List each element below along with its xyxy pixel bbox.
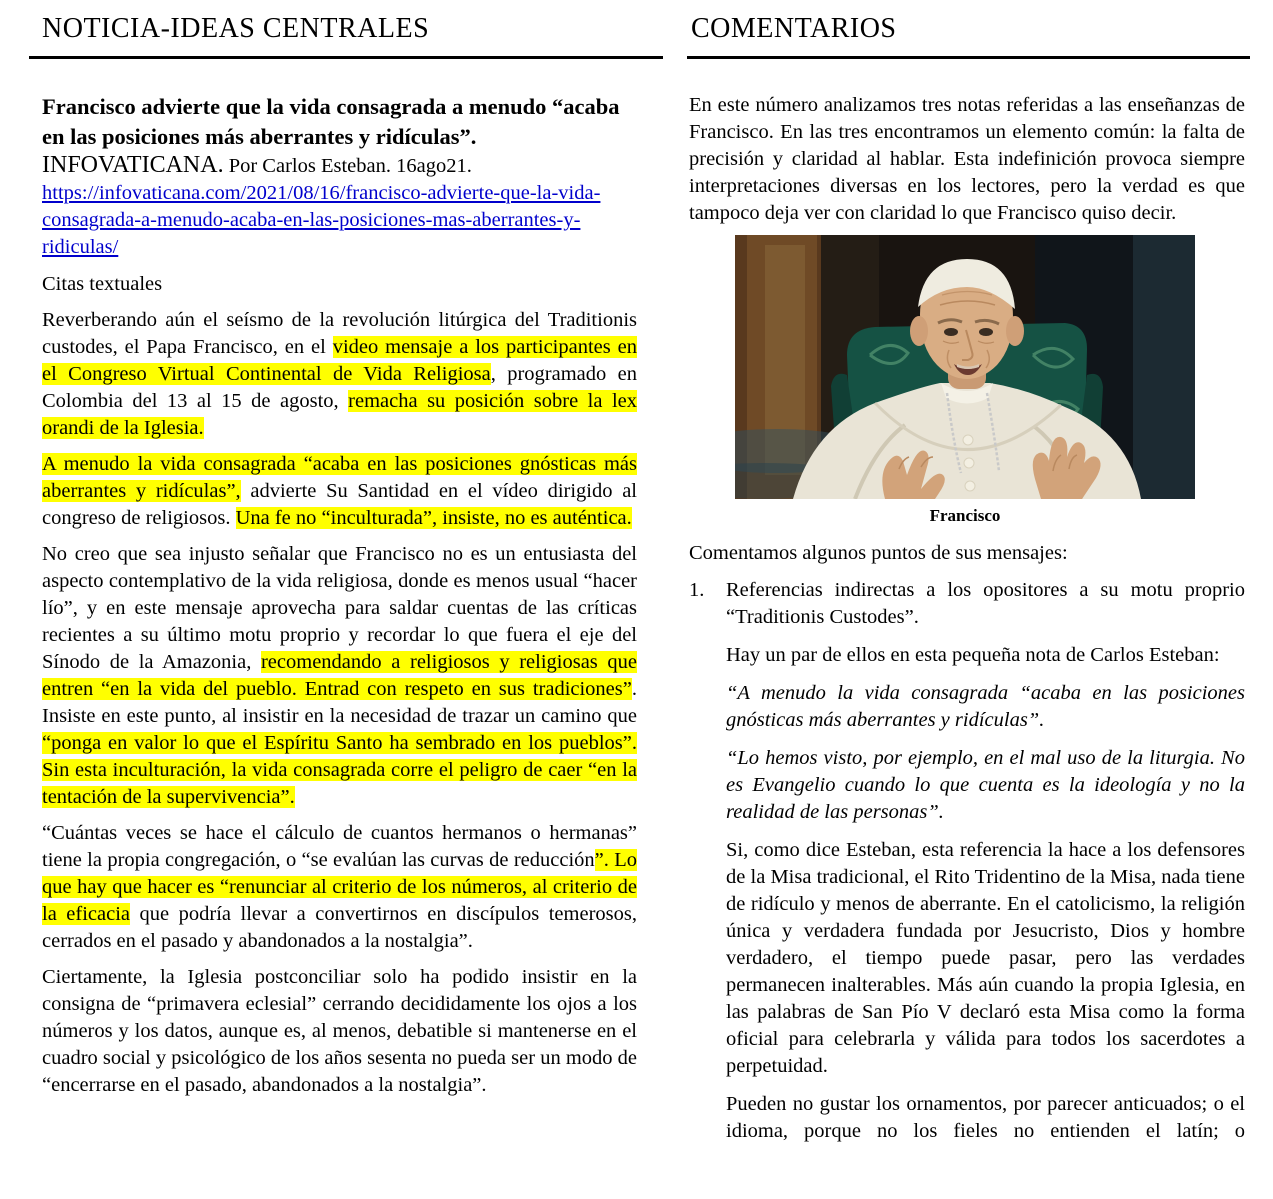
comment-paragraph: Pueden no gustar los ornamentos, por parecer anticuados; o el idioma, porque no los fieles no entienden el latín; o bbox=[726, 1093, 1245, 1142]
news-paragraph bbox=[42, 964, 637, 1099]
citas-label: Citas textuales bbox=[42, 273, 163, 295]
right-column-header bbox=[687, 12, 1250, 59]
plain-text: Ciertamente, la Iglesia postconciliar solo ha podido insistir en la consigna de “primavera eclesial” cerrando decididamente los ojos a los números y los datos, aunque es, al menos, debatible si mantenerse en el cuadro social y psicológico de los años sesenta no pueda ser un modo de “encerrarse en el pasado, abandonados a la nostalgia”. bbox=[42, 966, 637, 1096]
comment-paragraph: “A menudo la vida consagrada “acaba en las posiciones gnósticas más aberrantes y ridículas”. bbox=[726, 682, 1245, 731]
pope-photo bbox=[735, 235, 1195, 499]
left-column-header bbox=[29, 12, 663, 59]
news-paragraph bbox=[42, 541, 637, 811]
article-byline bbox=[42, 152, 637, 180]
plain-text: advierte Su Santidad en el vídeo dirigido al congreso de religiosos. bbox=[42, 480, 637, 529]
news-paragraphs bbox=[42, 307, 637, 1099]
article-author-date: Por Carlos Esteban. 16ago21. bbox=[223, 155, 472, 177]
highlighted-text: video mensaje a los participantes en el Congreso Virtual Continental de Vida Religiosa bbox=[42, 336, 637, 385]
highlighted-text: A menudo la vida consagrada “acaba en las posiciones gnósticas más aberrantes y ridículas”, bbox=[42, 453, 637, 502]
comments-intro: En este número analizamos tres notas referidas a las enseñanzas de Francisco. En las tres encontramos un elemento común: la falta de precisión y claridad al hablar. Esta indefinición provoca siempre interpretaciones diversas en los lectores, pero la verdad es que tampoco deja ver con claridad lo que Francisco quiso decir. bbox=[689, 94, 1245, 224]
plain-text: . Insiste en este punto, al insistir en la necesidad de trazar un camino que bbox=[42, 678, 637, 727]
list-item-1 bbox=[689, 577, 1245, 631]
right-column-header-label: COMENTARIOS bbox=[691, 13, 897, 44]
pope-photo-image bbox=[735, 235, 1195, 499]
highlighted-text: ”. Lo que hay que hacer es “renunciar al criterio de los números, al criterio de la eficacia bbox=[42, 849, 637, 925]
plain-text: , programado en Colombia del 13 al 15 de agosto, bbox=[42, 363, 637, 412]
photo-caption: Francisco bbox=[929, 506, 1001, 525]
list-item-text: Referencias indirectas a los opositores a su motu proprio “Traditionis Custodes”. bbox=[726, 579, 1245, 628]
highlighted-text: “ponga en valor lo que el Espíritu Santo ha sembrado en los pueblos”. bbox=[42, 732, 637, 754]
comment-paragraphs bbox=[726, 642, 1245, 1145]
plain-text: que podría llevar a convertirnos en discípulos temerosos, cerrados en el pasado y abandonados a la nostalgia”. bbox=[42, 903, 637, 952]
list-item-number: 1. bbox=[689, 579, 705, 601]
plain-text: No creo que sea injusto señalar que Francisco no es un entusiasta del aspecto contemplativo de la vida religiosa, donde es menos usual “hacer lío”, y en este mensaje aprovecha para saldar cuentas de las críticas recientes a su último motu proprio y recordar lo que fuera el eje del Sínodo de la Amazonia, bbox=[42, 543, 637, 673]
plain-text: “Cuántas veces se hace el cálculo de cuantos hermanos o hermanas” tiene la propia congregación, o “se evalúan las curvas de reducción bbox=[42, 822, 637, 871]
highlighted-text: remacha su posición sobre la lex orandi de la Iglesia. bbox=[42, 390, 638, 439]
comment-paragraph: Hay un par de ellos en esta pequeña nota de Carlos Esteban: bbox=[726, 644, 1220, 666]
comment-paragraph: “Lo hemos visto, por ejemplo, en el mal uso de la liturgia. No es Evangelio cuando lo que cuenta es la ideología y no la realidad de las personas”. bbox=[726, 747, 1245, 823]
comments-column bbox=[689, 92, 1245, 1145]
article-link[interactable]: https://infovaticana.com/2021/08/16/francisco-advierte-que-la-vida-consagrada-a-menudo-acaba-en-las-posiciones-mas-aberrantes-y-ridiculas/ bbox=[42, 182, 601, 258]
highlighted-text: Una fe no “inculturada”, insiste, no es auténtica. bbox=[235, 507, 632, 529]
article-title: Francisco advierte que la vida consagrada a menudo “acaba en las posiciones más aberrantes y ridículas”. bbox=[42, 94, 620, 149]
comment-paragraph: Si, como dice Esteban, esta referencia la hace a los defensores de la Misa tradicional, el Rito Tridentino de la Misa, nada tiene de ridículo y menos de aberrante. En el catolicismo, la religión única y verdadera fundada por Jesucristo, Dios y hombre verdadero, el tiempo puede pasar, pero las verdades permanecen inalterables. Más aún cuando la propia Iglesia, en las palabras de San Pío V declaró esta Misa como la forma oficial para celebrarla y válida para todos los sacerdotes a perpetuidad. bbox=[726, 839, 1245, 1077]
news-paragraph bbox=[42, 307, 637, 442]
highlighted-text: Sin esta inculturación, la vida consagrada corre el peligro de caer “en la tentación de la supervivencia”. bbox=[42, 759, 637, 808]
plain-text: Reverberando aún el seísmo de la revolución litúrgica del Traditionis custodes, el Papa Francisco, en el bbox=[42, 309, 637, 358]
left-column-header-label: NOTICIA-IDEAS CENTRALES bbox=[42, 13, 430, 44]
news-paragraph bbox=[42, 820, 637, 955]
comments-lead: Comentamos algunos puntos de sus mensajes: bbox=[689, 542, 1068, 564]
news-paragraph bbox=[42, 451, 637, 532]
highlighted-text: recomendando a religiosos y religiosas que entren “en la vida del pueblo. Entrad con respeto en sus tradiciones” bbox=[42, 651, 638, 700]
article-source: INFOVATICANA. bbox=[42, 152, 224, 178]
news-column bbox=[42, 92, 637, 1108]
